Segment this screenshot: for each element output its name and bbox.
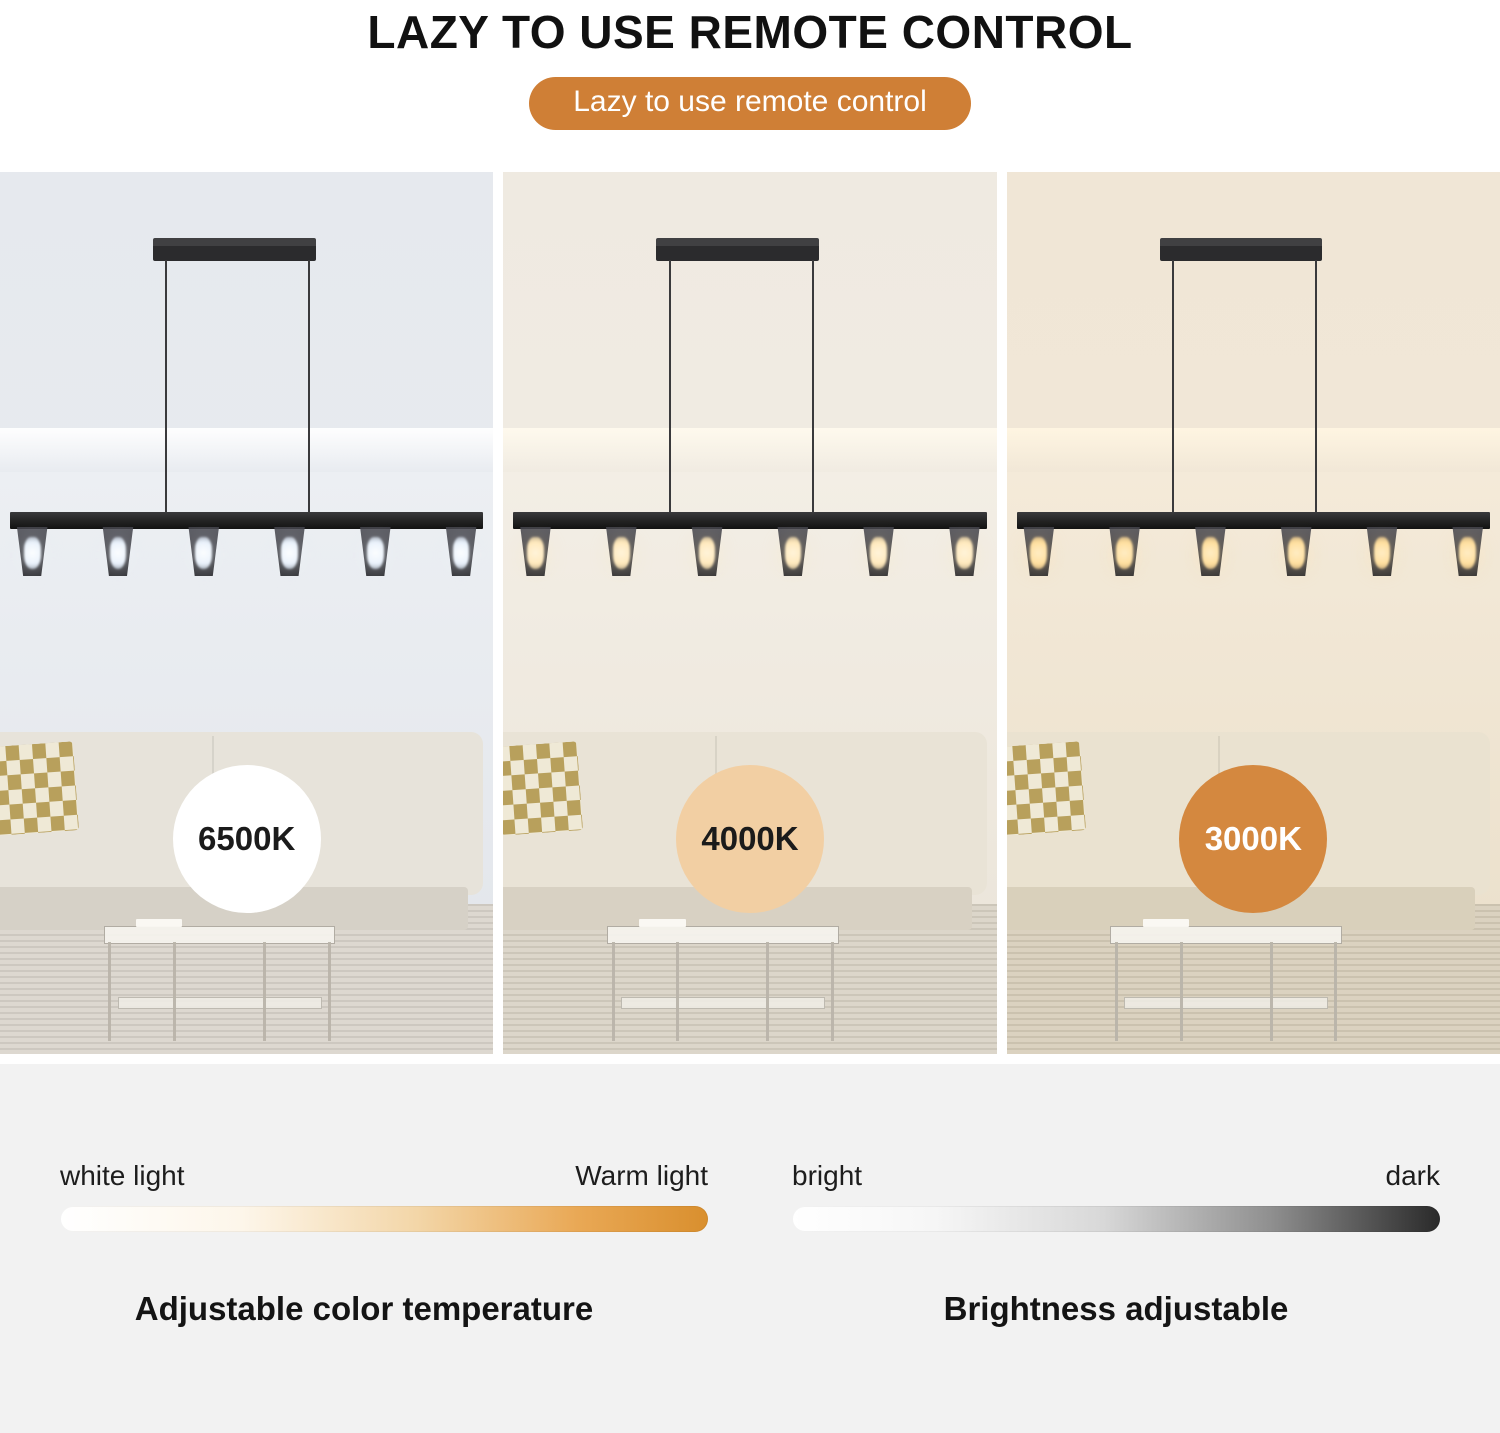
table-leg [1270, 942, 1273, 1041]
brightness-caption: Brightness adjustable [943, 1290, 1289, 1327]
checkered-pillow [0, 741, 79, 836]
lamp-head [1107, 527, 1142, 576]
glow-halo [1196, 528, 1224, 582]
color-temperature-badge: 4000K [676, 765, 824, 913]
lamp-head [186, 527, 221, 576]
room-scene [503, 172, 996, 1054]
bulb-glow [1459, 537, 1476, 569]
color-temperature-control [60, 1160, 708, 1328]
table-top [104, 926, 336, 944]
bulb-glow [110, 537, 127, 569]
table-leg [676, 942, 679, 1041]
room-scene [0, 172, 493, 1054]
color-temperature-badge: 3000K [1179, 765, 1327, 913]
table-book [1143, 919, 1189, 927]
bulb-glow [1030, 537, 1047, 569]
bulb-glow [613, 537, 630, 569]
table-leg [831, 942, 834, 1041]
glow-halo [607, 528, 635, 582]
lamp-head [947, 527, 982, 576]
suspension-wire-right [812, 260, 814, 516]
glow-halo [1025, 528, 1053, 582]
table-leg [328, 942, 331, 1041]
table-book [136, 919, 182, 927]
lamp-head [1021, 527, 1056, 576]
table-shelf [1124, 997, 1328, 1008]
cove-light-band [503, 428, 996, 472]
lamp-head [358, 527, 393, 576]
suspension-wire-right [308, 260, 310, 516]
table-leg [1115, 942, 1118, 1041]
glow-halo [275, 528, 303, 582]
glow-halo [361, 528, 389, 582]
photo-panel-6500k [0, 172, 493, 1054]
bulb-glow [870, 537, 887, 569]
temperature-labels [60, 1160, 708, 1192]
bulb-glow [956, 537, 973, 569]
table-leg [263, 942, 266, 1041]
brightness-slider[interactable] [792, 1206, 1440, 1232]
lamp-head [518, 527, 553, 576]
temperature-left-label: white light [60, 1160, 185, 1191]
comparison-photo-strip [0, 172, 1500, 1054]
photo-panel-3000k [1007, 172, 1500, 1054]
table-leg [108, 942, 111, 1041]
brightness-labels [792, 1160, 1440, 1192]
bulb-glow [1288, 537, 1305, 569]
table-top [1110, 926, 1342, 944]
glow-halo [779, 528, 807, 582]
glow-halo [1110, 528, 1138, 582]
coffee-table [104, 926, 336, 1041]
checkered-pillow [1007, 741, 1086, 836]
bulb-glow [785, 537, 802, 569]
bulb-glow [281, 537, 298, 569]
color-temperature-badge: 6500K [173, 765, 321, 913]
glow-halo [190, 528, 218, 582]
header [0, 0, 1500, 130]
bulb-glow [24, 537, 41, 569]
lamp-head [272, 527, 307, 576]
slider-row [0, 1160, 1500, 1328]
bulb-glow [527, 537, 544, 569]
lamp-head [690, 527, 725, 576]
table-leg [766, 942, 769, 1041]
glow-halo [950, 528, 978, 582]
bulb-glow [1202, 537, 1219, 569]
controls-panel [0, 1064, 1500, 1433]
brightness-right-label: dark [1385, 1160, 1440, 1191]
glow-halo [693, 528, 721, 582]
brightness-left-label: bright [792, 1160, 863, 1191]
ceiling-mount [153, 238, 316, 261]
suspension-wire-left [165, 260, 167, 516]
suspension-wire-left [1172, 260, 1174, 516]
coffee-table [1110, 926, 1342, 1041]
table-leg [1334, 942, 1337, 1041]
bulb-glow [1374, 537, 1391, 569]
lamp-head-group [518, 527, 982, 576]
lamp-head [775, 527, 810, 576]
table-book [639, 919, 685, 927]
glow-halo [104, 528, 132, 582]
subtitle-pill: Lazy to use remote control [529, 77, 971, 130]
bulb-glow [195, 537, 212, 569]
lamp-head [15, 527, 50, 576]
page-title: LAZY TO USE REMOTE CONTROL [367, 6, 1133, 58]
table-shelf [621, 997, 825, 1008]
room-scene [1007, 172, 1500, 1054]
ceiling-mount [656, 238, 819, 261]
bulb-glow [699, 537, 716, 569]
bulb-glow [367, 537, 384, 569]
lamp-head [444, 527, 479, 576]
lamp-head [1193, 527, 1228, 576]
suspension-wire-left [669, 260, 671, 516]
table-leg [173, 942, 176, 1041]
lamp-head [861, 527, 896, 576]
cove-light-band [1007, 428, 1500, 472]
glow-halo [18, 528, 46, 582]
table-top [607, 926, 839, 944]
glow-halo [521, 528, 549, 582]
glow-halo [864, 528, 892, 582]
glow-halo [1282, 528, 1310, 582]
ceiling-mount [1160, 238, 1323, 261]
glow-halo [447, 528, 475, 582]
checkered-pillow [503, 741, 582, 836]
brightness-control [792, 1160, 1440, 1328]
lamp-head [1365, 527, 1400, 576]
bulb-glow [1116, 537, 1133, 569]
lamp-head-group [1021, 527, 1485, 576]
table-leg [1180, 942, 1183, 1041]
lamp-head [604, 527, 639, 576]
temperature-caption: Adjustable color temperature [134, 1290, 594, 1327]
photo-panel-4000k [503, 172, 996, 1054]
table-shelf [118, 997, 322, 1008]
bulb-glow [453, 537, 470, 569]
glow-halo [1454, 528, 1482, 582]
table-leg [612, 942, 615, 1041]
suspension-wire-right [1315, 260, 1317, 516]
temperature-right-label: Warm light [575, 1160, 708, 1191]
color-temperature-slider[interactable] [60, 1206, 708, 1232]
coffee-table [607, 926, 839, 1041]
glow-halo [1368, 528, 1396, 582]
lamp-head-group [15, 527, 479, 576]
lamp-head [1279, 527, 1314, 576]
lamp-head [101, 527, 136, 576]
cove-light-band [0, 428, 493, 472]
lamp-head [1450, 527, 1485, 576]
